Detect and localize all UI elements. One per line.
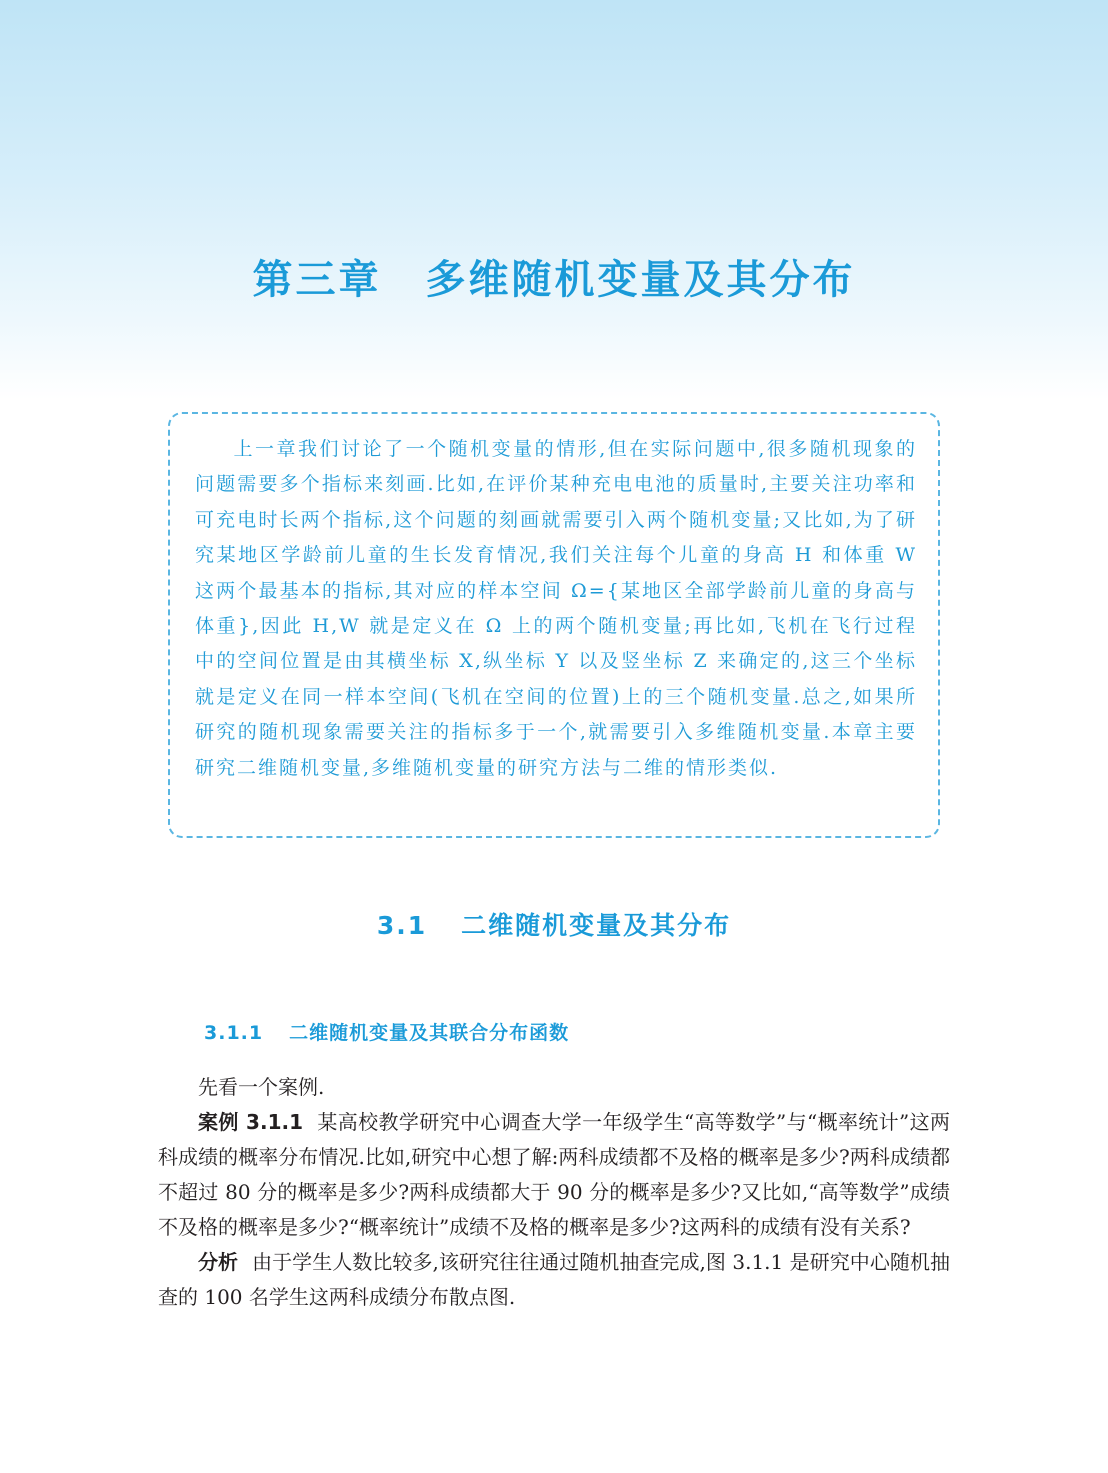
chapter-title-text: 多维随机变量及其分布 xyxy=(425,257,856,303)
section-number: 3.1 xyxy=(376,911,428,940)
subsection-heading xyxy=(204,1018,569,1045)
case-paragraph xyxy=(158,1105,950,1245)
case-label: 案例 3.1.1 xyxy=(198,1110,304,1134)
intro-paragraph xyxy=(195,432,917,786)
lead-paragraph xyxy=(158,1070,950,1105)
subsection-title-text: 二维随机变量及其联合分布函数 xyxy=(289,1022,570,1044)
section-heading xyxy=(0,906,1108,942)
subsection-number: 3.1.1 xyxy=(204,1022,264,1044)
header-gradient-background xyxy=(0,0,1108,400)
analysis-label: 分析 xyxy=(198,1250,239,1274)
case-text: 某高校教学研究中心调查大学一年级学生“高等数学”与“概率统计”这两科成绩的概率分布情况.比如,研究中心想了解:两科成绩都不及格的概率是多少?两科成绩都不超过 80 分的概率是多少?两科成绩都大于 90 分的概率是多少?又比如,“高等数学”成绩不及格的概率是多少?“概率统计”成绩不及格的概率是多少?这两科的成绩有没有关系? xyxy=(158,1110,951,1239)
chapter-number: 第三章 xyxy=(252,257,382,303)
analysis-text: 由于学生人数比较多,该研究往往通过随机抽查完成,图 3.1.1 是研究中心随机抽查的 100 名学生这两科成绩分布散点图. xyxy=(158,1250,950,1309)
intro-text: 上一章我们讨论了一个随机变量的情形,但在实际问题中,很多随机现象的问题需要多个指标来刻画.比如,在评价某种充电电池的质量时,主要关注功率和可充电时长两个指标,这个问题的刻画就需要引入两个随机变量;又比如,为了研究某地区学龄前儿童的生长发育情况,我们关注每个儿童的身高 H 和体重 W 这两个最基本的指标,其对应的样本空间 Ω={某地区全部学龄前儿童的身高与体重},因此 H,W 就是定义在 Ω 上的两个随机变量;再比如,飞机在飞行过程中的空间位置是由其横坐标 X,纵坐标 Y 以及竖坐标 Z 来确定的,这三个坐标就是定义在同一样本空间(飞机在空间的位置)上的三个随机变量.总之,如果所研究的随机现象需要关注的指标多于一个,就需要引入多维随机变量.本章主要研究二维随机变量,多维随机变量的研究方法与二维的情形类似. xyxy=(195,438,917,779)
analysis-paragraph xyxy=(158,1245,950,1315)
section-title-text: 二维随机变量及其分布 xyxy=(461,911,732,940)
lead-text: 先看一个案例. xyxy=(198,1075,325,1099)
body-content xyxy=(158,1070,950,1315)
chapter-title xyxy=(0,248,1108,305)
